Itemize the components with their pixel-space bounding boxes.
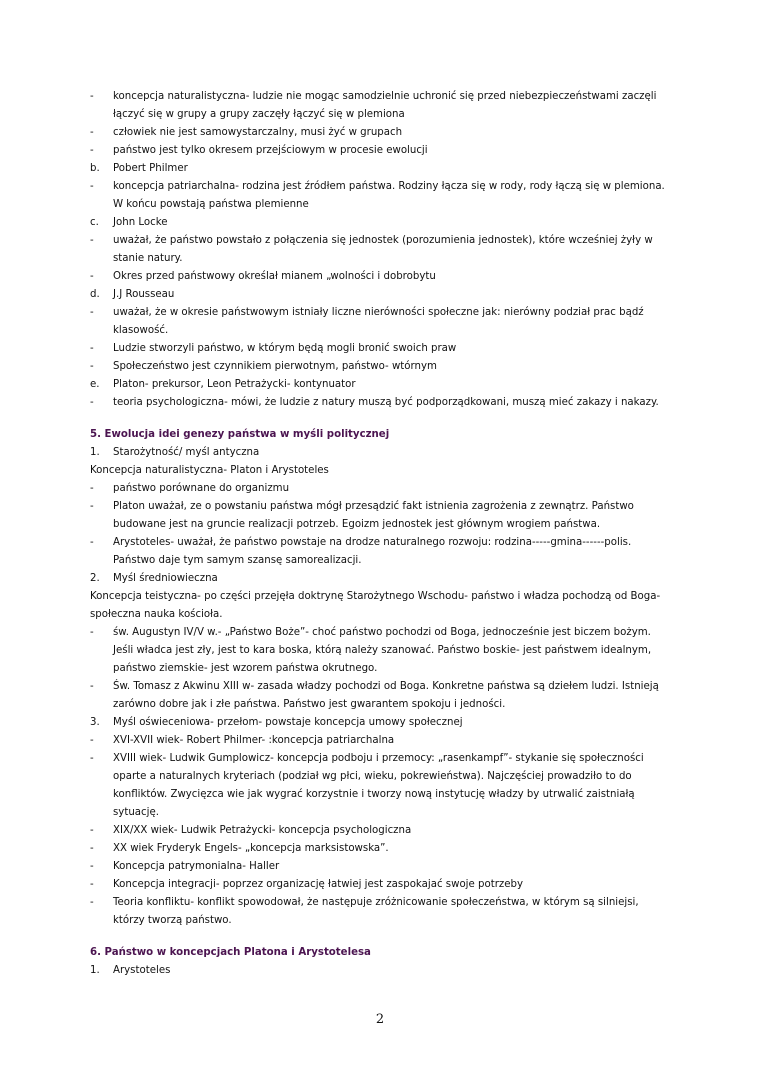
text-line: XVIII wiek- Ludwik Gumplowicz- koncepcja podboju i przemocy: „rasenkampf”- stykanie się społeczności bbox=[113, 753, 644, 764]
section-heading-5: 5. Ewolucja idei genezy państwa w myśli politycznej bbox=[90, 429, 390, 440]
text-line: Teoria konfliktu- konflikt spowodował, że następuje zróżnicowanie społeczeństwa, w którym są silniejsi, bbox=[113, 897, 639, 908]
list-item-text bbox=[113, 376, 678, 394]
list-number: 1. bbox=[90, 447, 100, 458]
bullet-dash: - bbox=[90, 537, 94, 548]
bullet-dash: - bbox=[90, 825, 94, 836]
list-number: e. bbox=[90, 379, 100, 390]
text-line: koncepcja patriarchalna- rodzina jest źródłem państwa. Rodziny łącza się w rody, rody łączą się w plemiona. bbox=[113, 181, 665, 192]
list-item-text bbox=[113, 142, 678, 160]
text-line: Okres przed państwowy określał mianem „wolności i dobrobytu bbox=[113, 271, 436, 282]
bullet-dash: - bbox=[90, 627, 94, 638]
bullet-dash: - bbox=[90, 861, 94, 872]
list-item-text bbox=[90, 588, 680, 624]
list-item-text bbox=[113, 124, 678, 142]
list-item-text bbox=[113, 340, 678, 358]
list-item-text bbox=[113, 876, 678, 894]
list-item-text bbox=[113, 160, 678, 178]
text-line: klasowość. bbox=[113, 325, 169, 336]
text-line: Pobert Philmer bbox=[113, 163, 188, 174]
bullet-dash: - bbox=[90, 145, 94, 156]
text-line: Koncepcja naturalistyczna- Platon i Arystoteles bbox=[90, 465, 329, 476]
text-line: Myśl średniowieczna bbox=[113, 573, 218, 584]
list-number: c. bbox=[90, 217, 99, 228]
list-item-text bbox=[113, 858, 678, 876]
list-number: 2. bbox=[90, 573, 100, 584]
text-line: Platon uważał, ze o powstaniu państwa mógł przesądzić fakt istnienia zagrożenia z zewnątrz. Państwo bbox=[113, 501, 634, 512]
list-item-text bbox=[113, 304, 678, 340]
list-item-text bbox=[113, 268, 678, 286]
text-line: społeczna nauka kościoła. bbox=[90, 609, 223, 620]
text-line: koncepcja naturalistyczna- ludzie nie mogąc samodzielnie uchronić się przed niebezpieczeństwami zaczęli bbox=[113, 91, 657, 102]
list-item-text bbox=[113, 732, 678, 750]
bullet-dash: - bbox=[90, 501, 94, 512]
bullet-dash: - bbox=[90, 483, 94, 494]
list-item-text bbox=[113, 894, 678, 930]
bullet-dash: - bbox=[90, 235, 94, 246]
section-heading-6: 6. Państwo w koncepcjach Platona i Arystotelesa bbox=[90, 947, 371, 958]
bullet-dash: - bbox=[90, 843, 94, 854]
list-item-text bbox=[113, 534, 678, 570]
text-line: Arystoteles bbox=[113, 965, 171, 976]
text-line: Arystoteles- uważał, że państwo powstaje na drodze naturalnego rozwoju: rodzina-----gmina------polis. bbox=[113, 537, 632, 548]
bullet-dash: - bbox=[90, 879, 94, 890]
text-line: teoria psychologiczna- mówi, że ludzie z natury muszą być podporządkowani, muszą mieć zakazy i nakazy. bbox=[113, 397, 659, 408]
text-line: uważał, że państwo powstało z połączenia się jednostek (porozumienia jednostek), które wcześniej żyły w bbox=[113, 235, 653, 246]
text-line: stanie natury. bbox=[113, 253, 183, 264]
text-line: XVI-XVII wiek- Robert Philmer- :koncepcja patriarchalna bbox=[113, 735, 395, 746]
list-item-text bbox=[113, 840, 678, 858]
list-item-text bbox=[113, 570, 678, 588]
list-item-text bbox=[113, 394, 678, 412]
text-line: łączyć się w grupy a grupy zaczęły łączyć się w plemiona bbox=[113, 109, 405, 120]
list-item-text bbox=[113, 480, 678, 498]
text-line: John Locke bbox=[113, 217, 168, 228]
text-line: budowane jest na gruncie realizacji potrzeb. Egoizm jednostek jest głównym wrogiem państwa. bbox=[113, 519, 601, 530]
text-line: Koncepcja integracji- poprzez organizację łatwiej jest zaspokajać swoje potrzeby bbox=[113, 879, 524, 890]
text-line: którzy tworzą państwo. bbox=[113, 915, 232, 926]
list-number: d. bbox=[90, 289, 100, 300]
text-line: Koncepcja teistyczna- po części przejęła doktrynę Starożytnego Wschodu- państwo i władza pochodzą od Boga- bbox=[90, 591, 661, 602]
list-item-text bbox=[113, 178, 678, 214]
list-item-text bbox=[113, 286, 678, 304]
bullet-dash: - bbox=[90, 681, 94, 692]
list-item-text bbox=[113, 750, 678, 822]
text-line: Myśl oświeceniowa- przełom- powstaje koncepcja umowy społecznej bbox=[113, 717, 463, 728]
text-line: państwo jest tylko okresem przejściowym w procesie ewolucji bbox=[113, 145, 428, 156]
page-number: 2 bbox=[375, 1012, 385, 1027]
text-line: konfliktów. Zwycięzca wie jak wygrać korzystnie i tworzy nową instytucję władzy by utrwalić zaistniałą bbox=[113, 789, 635, 800]
list-item-text bbox=[113, 88, 678, 124]
text-line: uważał, że w okresie państwowym istniały liczne nierówności społeczne jak: nierówny podział prac bądź bbox=[113, 307, 644, 318]
list-item-text bbox=[113, 962, 678, 980]
list-number: 1. bbox=[90, 965, 100, 976]
bullet-dash: - bbox=[90, 735, 94, 746]
bullet-dash: - bbox=[90, 127, 94, 138]
bullet-dash: - bbox=[90, 361, 94, 372]
list-item-text bbox=[113, 624, 678, 678]
list-item-text bbox=[113, 498, 678, 534]
bullet-dash: - bbox=[90, 307, 94, 318]
text-line: zarówno dobre jak i złe państwa. Państwo jest gwarantem spokoju i jedności. bbox=[113, 699, 506, 710]
bullet-dash: - bbox=[90, 753, 94, 764]
list-item-text bbox=[113, 714, 678, 732]
text-line: Platon- prekursor, Leon Petrażycki- kontynuator bbox=[113, 379, 356, 390]
text-line: sytuację. bbox=[113, 807, 159, 818]
text-line: W końcu powstają państwa plemienne bbox=[113, 199, 309, 210]
list-item-text bbox=[113, 232, 678, 268]
list-item-text bbox=[113, 678, 678, 714]
list-item-text bbox=[113, 822, 678, 840]
text-line: św. Augustyn IV/V w.- „Państwo Boże”- choć państwo pochodzi od Boga, jednocześnie jest biczem bożym. bbox=[113, 627, 651, 638]
text-line: Św. Tomasz z Akwinu XIII w- zasada władzy pochodzi od Boga. Konkretne państwa są dziełem ludzi. Istnieją bbox=[113, 681, 659, 692]
text-line: Ludzie stworzyli państwo, w którym będą mogli bronić swoich praw bbox=[113, 343, 457, 354]
list-item-text bbox=[113, 358, 678, 376]
text-line: Koncepcja patrymonialna- Haller bbox=[113, 861, 280, 872]
bullet-dash: - bbox=[90, 897, 94, 908]
list-item-text bbox=[113, 214, 678, 232]
bullet-dash: - bbox=[90, 181, 94, 192]
text-line: Państwo daje tym samym szansę samorealizacji. bbox=[113, 555, 362, 566]
text-line: XX wiek Fryderyk Engels- „koncepcja marksistowska”. bbox=[113, 843, 389, 854]
list-number: 3. bbox=[90, 717, 100, 728]
bullet-dash: - bbox=[90, 271, 94, 282]
list-item-text bbox=[113, 444, 678, 462]
text-line: J.J Rousseau bbox=[113, 289, 175, 300]
bullet-dash: - bbox=[90, 91, 94, 102]
bullet-dash: - bbox=[90, 397, 94, 408]
text-line: Starożytność/ myśl antyczna bbox=[113, 447, 260, 458]
text-line: XIX/XX wiek- Ludwik Petrażycki- koncepcja psychologiczna bbox=[113, 825, 412, 836]
text-line: oparte a naturalnych kryteriach (podział wg płci, wieku, pokrewieństwa). Najczęściej prowadziło to do bbox=[113, 771, 632, 782]
list-item-text bbox=[90, 462, 680, 480]
text-line: państwo ziemskie- jest wzorem państwa okrutnego. bbox=[113, 663, 378, 674]
text-line: państwo porównane do organizmu bbox=[113, 483, 290, 494]
list-number: b. bbox=[90, 163, 100, 174]
text-line: Jeśli władca jest zły, jest to kara boska, którą należy szanować. Państwo boskie- jest państwem idealnym, bbox=[113, 645, 652, 656]
text-line: Społeczeństwo jest czynnikiem pierwotnym, państwo- wtórnym bbox=[113, 361, 437, 372]
text-line: człowiek nie jest samowystarczalny, musi żyć w grupach bbox=[113, 127, 403, 138]
bullet-dash: - bbox=[90, 343, 94, 354]
